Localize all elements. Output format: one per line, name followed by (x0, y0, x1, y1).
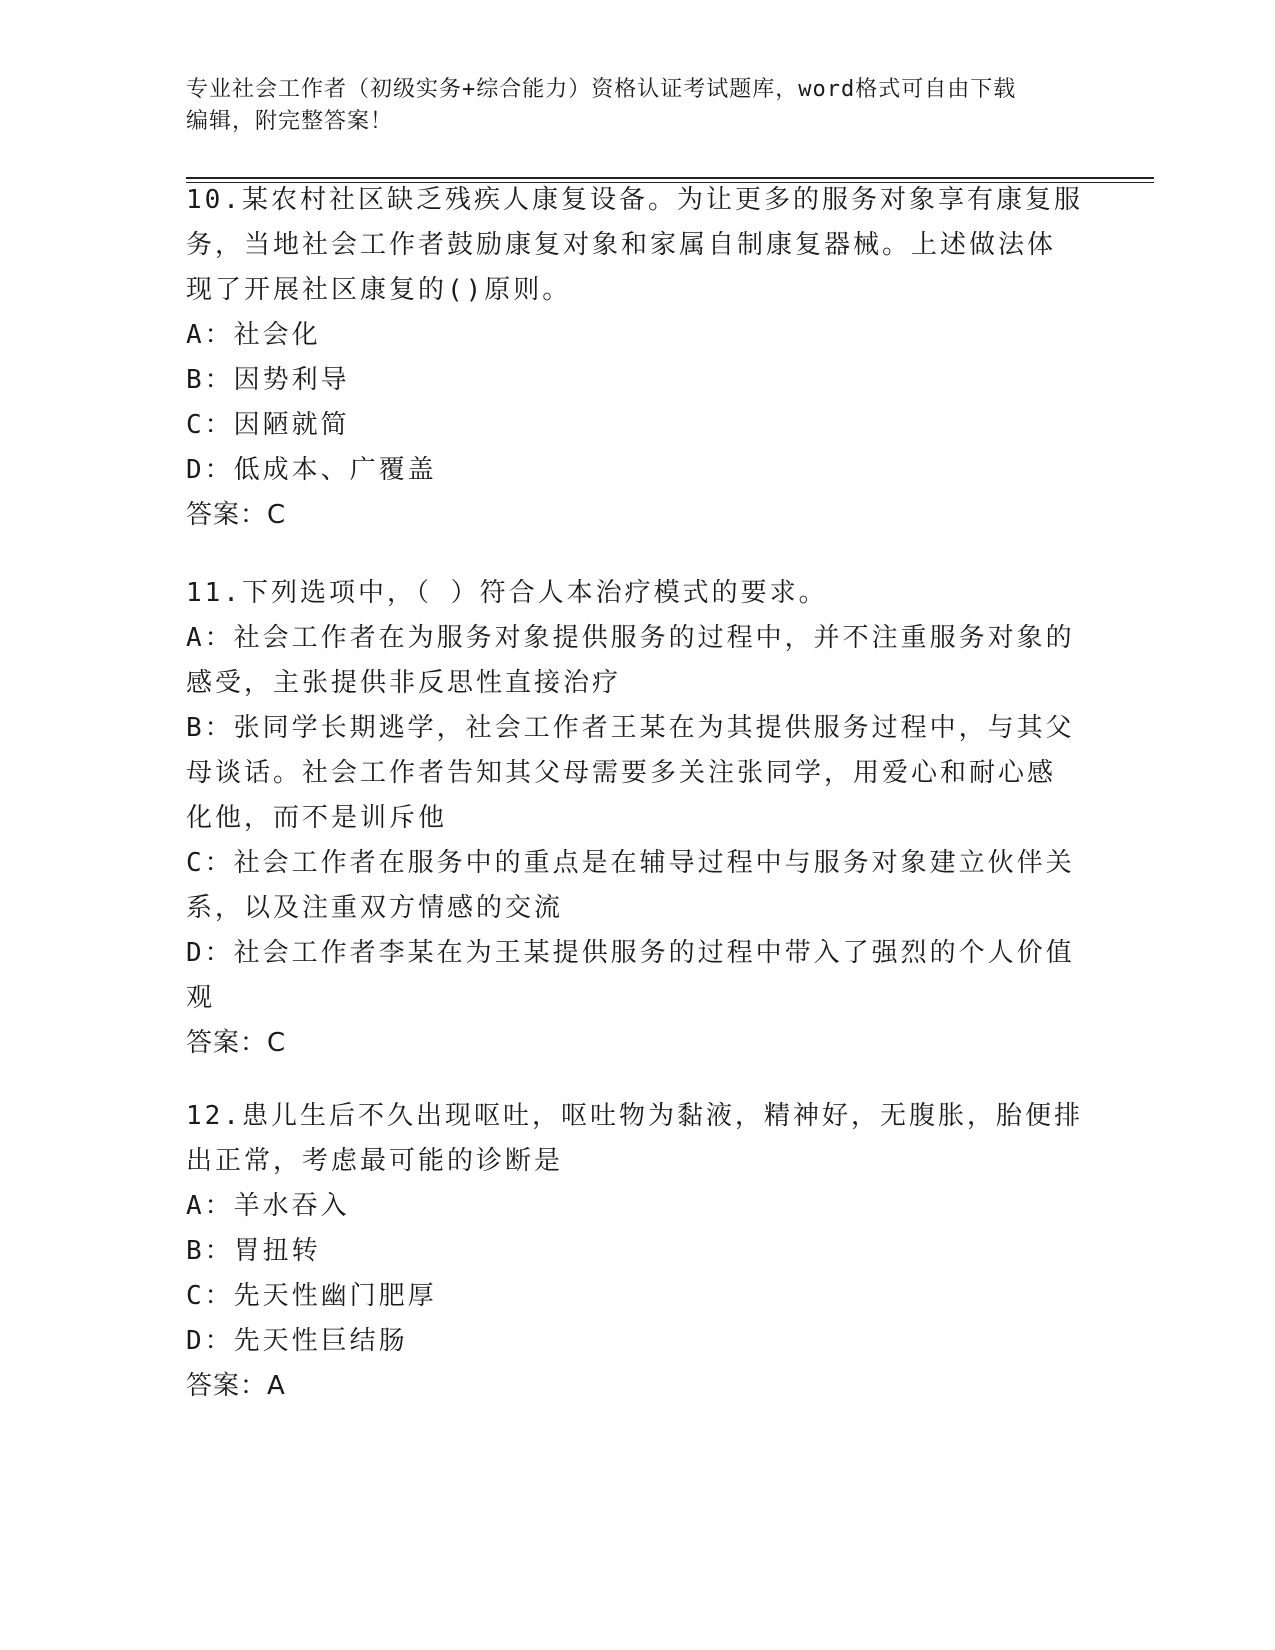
option-c: C：先天性幽门肥厚 (186, 1281, 437, 1311)
option-a: A：羊水吞入 (186, 1191, 350, 1221)
option-d: D：先天性巨结肠 (186, 1326, 408, 1356)
header-line: 专业社会工作者（初级实务+综合能力）资格认证考试题库，word格式可自由下载 (186, 77, 1017, 102)
option-c-continued: 系，以及注重双方情感的交流 (186, 893, 564, 923)
option-a-continued: 感受，主张提供非反思性直接治疗 (186, 668, 622, 698)
option-b: B：因势利导 (186, 365, 350, 395)
option-d: D：社会工作者李某在为王某提供服务的过程中带入了强烈的个人价值 (186, 938, 1075, 968)
option-b-continued: 母谈话。社会工作者告知其父母需要多关注张同学，用爱心和耐心感 (186, 758, 1057, 788)
option-d: D：低成本、广覆盖 (186, 455, 437, 485)
question-stem: 出正常，考虑最可能的诊断是 (186, 1146, 564, 1176)
document-header (186, 74, 1066, 138)
answer-text: 答案：A (186, 1371, 286, 1401)
answer-text: 答案：C (186, 500, 287, 530)
question-stem: 务，当地社会工作者鼓励康复对象和家属自制康复器械。上述做法体 (186, 230, 1057, 260)
question-stem: 12.患儿生后不久出现呕吐，呕吐物为黏液，精神好，无腹胀，胎便排 (186, 1101, 1083, 1131)
header-line: 编辑，附完整答案！ (186, 109, 394, 134)
question-stem: 现了开展社区康复的()原则。 (186, 275, 572, 305)
question-block (186, 178, 1083, 538)
option-a: A：社会工作者在为服务对象提供服务的过程中，并不注重服务对象的 (186, 623, 1075, 653)
option-a: A：社会化 (186, 320, 321, 350)
question-block (186, 571, 1075, 1066)
option-c: C：因陋就简 (186, 410, 350, 440)
answer-text: 答案：C (186, 1028, 287, 1058)
option-c: C：社会工作者在服务中的重点是在辅导过程中与服务对象建立伙伴关 (186, 848, 1075, 878)
option-d-continued: 观 (186, 983, 216, 1013)
option-b: B：胃扭转 (186, 1236, 321, 1266)
option-b: B：张同学长期逃学，社会工作者王某在为其提供服务过程中，与其父 (186, 713, 1075, 743)
option-b-continued: 化他，而不是训斥他 (186, 803, 448, 833)
question-stem: 10.某农村社区缺乏残疾人康复设备。为让更多的服务对象享有康复服 (186, 185, 1083, 215)
question-stem: 11.下列选项中，（ ）符合人本治疗模式的要求。 (186, 578, 828, 608)
question-block (186, 1094, 1083, 1409)
